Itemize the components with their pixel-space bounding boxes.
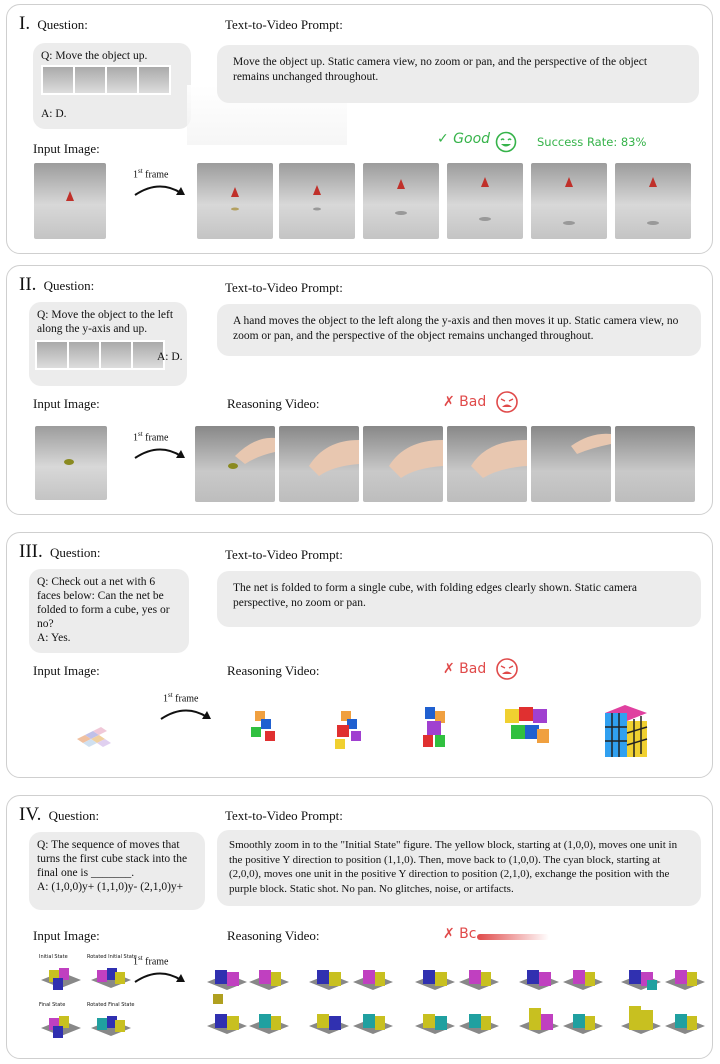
answer-text: A: (1,0,0)y+ (1,1,0)y- (2,1,0)y+ [37, 881, 184, 893]
input-image [35, 952, 139, 1046]
prompt-text: The net is folded to form a single cube, with folding edges clearly shown. Static camera perspective, no zoom or pan. [233, 582, 637, 609]
panel-2 [6, 265, 713, 515]
prompt-box [217, 45, 699, 103]
sad-face-icon [495, 390, 519, 414]
video-frame-5 [531, 426, 611, 502]
arrow-icon [157, 703, 213, 725]
answer-text: A: D. [41, 108, 67, 120]
prompt-label: Text-to-Video Prompt: [225, 280, 343, 295]
input-label: Input Image: [33, 396, 100, 411]
video-label: Reasoning Video: [227, 663, 320, 678]
prompt-label: Text-to-Video Prompt: [225, 17, 343, 32]
input-label: Input Image: [33, 663, 100, 678]
input-image [34, 163, 106, 239]
video-frame-2 [329, 709, 369, 753]
video-frame-5 [617, 956, 711, 1046]
section-title: IV. Question: [19, 804, 100, 825]
video-frame-6 [615, 163, 691, 239]
panel-1 [6, 4, 713, 254]
input-label: Input Image: [33, 141, 100, 156]
prompt-text: A hand moves the object to the left along the y-axis and then moves it up. Static camera view, no zoom or pan, and the perspective of the object remains unchanged throughout. [233, 315, 679, 342]
answer-text: A: Yes. [37, 632, 71, 644]
arrow-icon [131, 966, 187, 988]
section-title: II. Question: [19, 274, 95, 295]
arrow-icon [131, 442, 187, 464]
question-box [33, 43, 191, 129]
input-image [67, 719, 117, 753]
video-frame-2 [305, 956, 399, 1046]
sad-face-icon [495, 657, 519, 681]
verdict-bad: ✗ Bc [443, 926, 477, 942]
video-frame-3 [411, 956, 505, 1046]
section-title: III. Question: [19, 541, 101, 562]
first-frame-label: 1st frame [133, 167, 169, 181]
mini-label: Rotated Initial State [87, 954, 137, 960]
streak-artifact [477, 934, 549, 940]
video-frame-1 [203, 956, 293, 1046]
video-frame-4 [447, 163, 523, 239]
mini-label: Final State [39, 1002, 66, 1008]
question-box [29, 302, 187, 386]
video-label: Reasoning Video: [227, 396, 320, 411]
panel-4 [6, 795, 713, 1059]
prompt-box [217, 304, 701, 356]
first-frame-label: 1st frame [133, 954, 169, 968]
verdict-bad: ✗ Bad [443, 661, 487, 677]
video-frame-5 [595, 703, 655, 761]
video-frame-4 [501, 703, 553, 753]
happy-face-icon [495, 131, 517, 153]
prompt-label: Text-to-Video Prompt: [225, 547, 343, 562]
video-frame-1 [247, 709, 281, 749]
video-frame-4 [447, 426, 527, 502]
video-frame-1 [197, 163, 273, 239]
arrow-icon [131, 179, 187, 201]
question-text: Q: Move the object to the left along the y-axis and up. [37, 309, 174, 335]
option-strip [41, 65, 171, 95]
prompt-text: Move the object up. Static camera view, no zoom or pan, and the perspective of the object remains unchanged throughout. [233, 56, 648, 83]
video-frame-2 [279, 163, 355, 239]
prompt-box [217, 571, 701, 627]
video-frame-4 [515, 956, 609, 1046]
first-frame-label: 1st frame [133, 430, 169, 444]
answer-text: A: D. [157, 351, 183, 363]
section-title: I. Question: [19, 13, 88, 34]
question-box [29, 832, 205, 910]
question-text: Q: Move the object up. [41, 50, 148, 62]
video-frame-3 [363, 163, 439, 239]
question-text: Q: Check out a net with 6 faces below: Can the net be folded to form a cube, yes or no? [37, 576, 170, 630]
question-box [29, 569, 189, 653]
video-frame-6 [615, 426, 695, 502]
prompt-label: Text-to-Video Prompt: [225, 808, 343, 823]
mini-label: Initial State [39, 954, 68, 960]
video-frame-1 [195, 426, 275, 502]
video-frame-3 [415, 705, 455, 755]
verdict-good: ✓ Good [437, 131, 491, 147]
video-label: Reasoning Video: [227, 928, 320, 943]
success-rate: Success Rate: 83% [537, 135, 647, 149]
video-frame-3 [363, 426, 443, 502]
prompt-text: Smoothly zoom in to the "Initial State" figure. The yellow block, starting at (1,0,0), moves one unit in the positive Y direction to position (1,1,0). Then, move back to (1,0,0). The cyan block, starting at (2,0,0), moves one unit in the positive Y direction to position (2,1,0), exchange the position with the purple block. Static shot. No pan. No glitches, noise, or artifacts. [229, 839, 678, 895]
first-frame-label: 1st frame [163, 691, 199, 705]
input-label: Input Image: [33, 928, 100, 943]
option-strip [35, 340, 165, 370]
question-text: Q: The sequence of moves that turns the first cube stack into the final one is _______. [37, 839, 188, 879]
mini-label: Rotated Final State [87, 1002, 135, 1008]
video-frame-2 [279, 426, 359, 502]
input-image [35, 426, 107, 500]
panel-3 [6, 532, 713, 778]
verdict-bad: ✗ Bad [443, 394, 487, 410]
prompt-box [217, 830, 701, 906]
video-frame-5 [531, 163, 607, 239]
